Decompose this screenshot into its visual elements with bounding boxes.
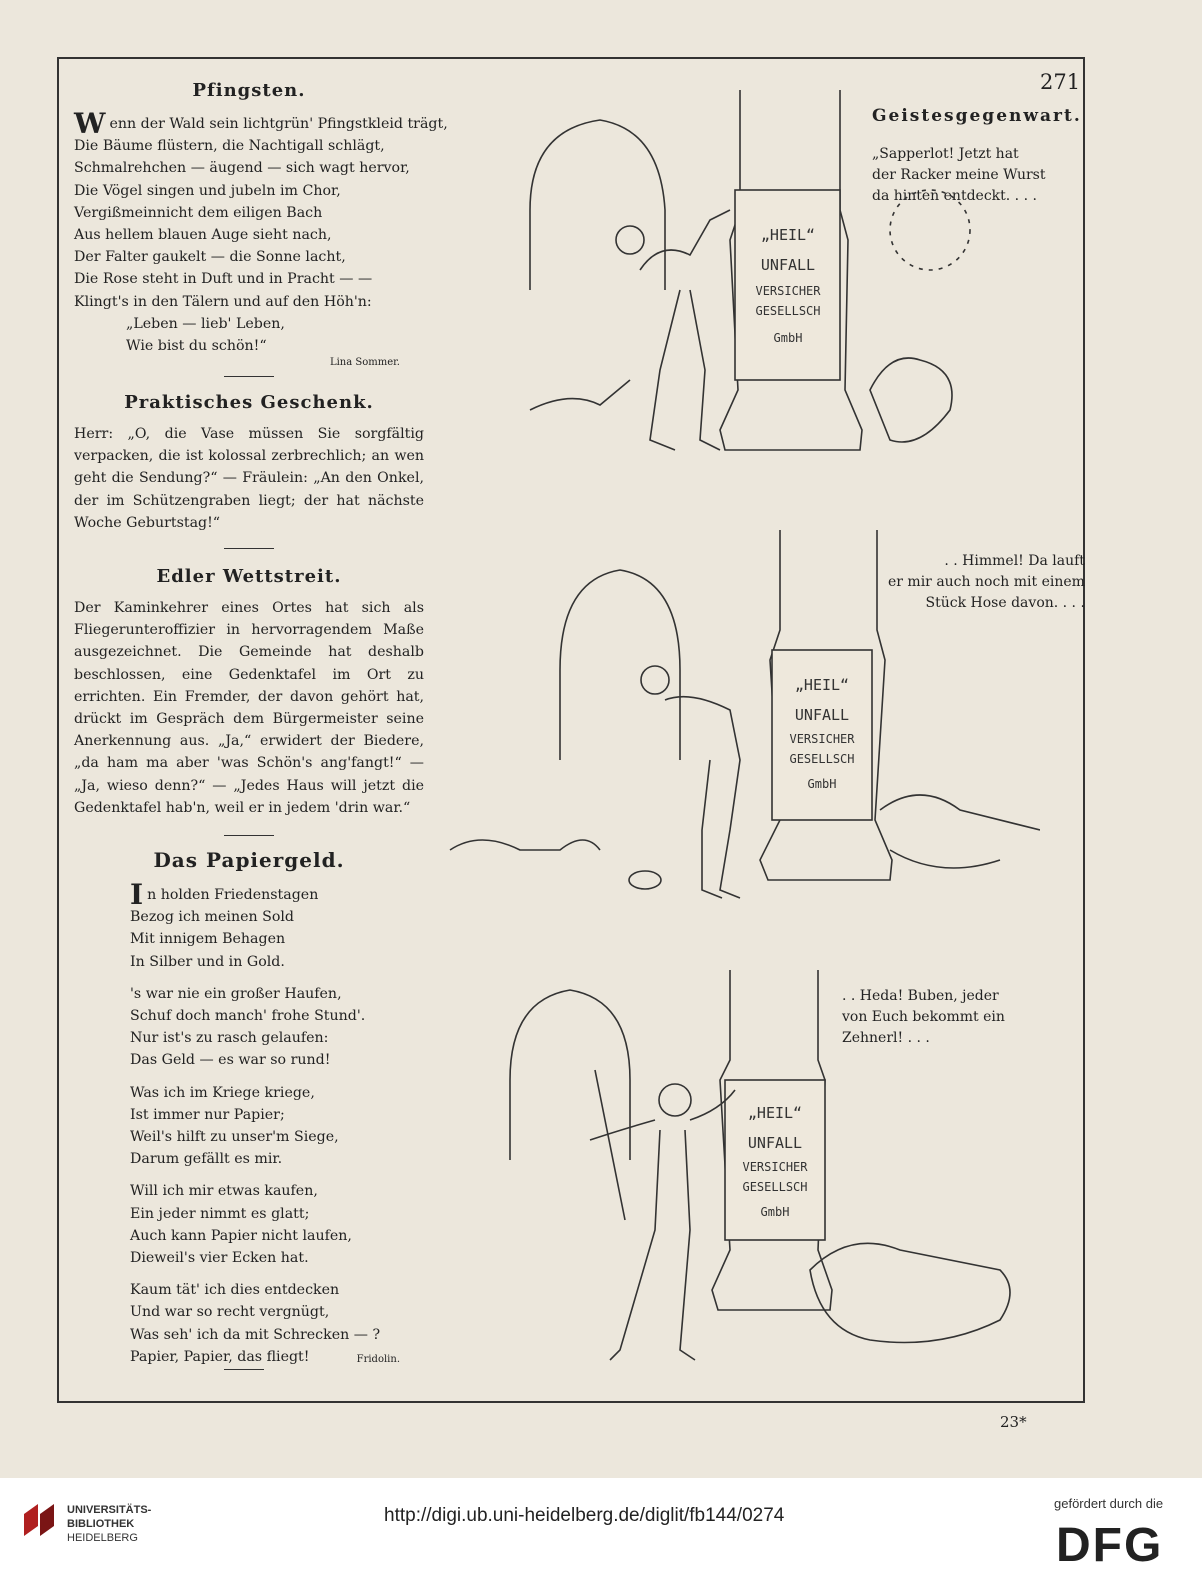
stanza: 's war nie ein großer Haufen, Schuf doch manch' frohe Stund'. Nur ist's zu rasch gelaufen: Das Geld — es war so rund! <box>130 985 366 1069</box>
anecdote-wettstreit <box>74 566 424 844</box>
poster-line: UNFALL <box>794 706 850 724</box>
section-text: Der Kaminkehrer eines Ortes hat sich als Fliegerunteroffizier in hervorragendem Maße ausgezeichnet. Die Gemeinde hat deshalb beschlossen, eine Gedenktafel im Ort zu errichten. Ein Fremder, der davon gehört hat, drückt im Gespräch dem Bürgermeister seine Anerkennung aus. „Ja,“ erwidert der Biedere, „da ham ma aber 'was Schön's ang'fangt!“ — „Ja, wieso denn?“ — „Jedes Haus will jetzt die Gedenktafel hab'n, weil er in jedem 'drin war.“ <box>74 600 424 816</box>
stanza: Was ich im Kriege kriege, Ist immer nur Papier; Weil's hilft zu unser'm Siege, Darum gefällt es mir. <box>130 1084 339 1168</box>
poster-heil: „HEIL“ <box>747 1104 803 1122</box>
poster-line: VERSICHER <box>742 1160 808 1174</box>
library-name: UNIVERSITÄTS- BIBLIOTHEK HEIDELBERG <box>67 1504 152 1544</box>
library-logo-icon <box>20 1500 60 1540</box>
stanza: In holden Friedenstagen Bezog ich meinen Sold Mit innigem Behagen In Silber und in Gold. <box>130 878 319 970</box>
stanza: Will ich mir etwas kaufen, Ein jeder nimmt es glatt; Auch kann Papier nicht laufen, Dieweil's vier Ecken hat. <box>130 1183 352 1267</box>
head-icon <box>659 1084 691 1116</box>
poster-line: VERSICHER <box>755 284 821 298</box>
dog-icon <box>450 840 600 850</box>
author: Fridolin. <box>356 1354 400 1366</box>
dfg-logo: DFG <box>1056 1519 1164 1572</box>
drop-initial: I <box>130 878 144 911</box>
footer-bar <box>0 1478 1202 1584</box>
arched-window <box>510 990 630 1080</box>
poster-line: VERSICHER <box>789 732 855 746</box>
head-icon <box>641 666 669 694</box>
poster-line: GmbH <box>807 777 837 791</box>
poster-line: GESELLSCH <box>742 1180 808 1194</box>
anecdote-geschenk <box>74 392 424 557</box>
hat-icon <box>629 871 661 889</box>
page-number: 271 <box>1040 70 1081 94</box>
poster-line: GESELLSCH <box>755 304 821 318</box>
poster-line: GmbH <box>760 1205 790 1219</box>
cartoon-panel-3 <box>480 970 1040 1390</box>
caption-panel-3: . . Heda! Buben, jeder von Euch bekommt ein Zehnerl! . . . <box>842 988 1005 1046</box>
cartoon-panel-1 <box>490 90 1030 480</box>
poster-heil: „HEIL“ <box>794 676 850 694</box>
caption-panel-1: „Sapperlot! Jetzt hat der Racker meine Wurst da hinten entdeckt. . . . <box>872 146 1046 204</box>
poster-line: GmbH <box>773 331 803 345</box>
funding-label: gefördert durch die <box>1054 1496 1164 1511</box>
divider <box>224 835 274 836</box>
stanza: Kaum tät' ich dies entdecken Und war so recht vergnügt, Was seh' ich da mit Schrecken — ? Papier, Papier, das fliegt! <box>130 1282 381 1365</box>
poster-line: UNFALL <box>747 1134 803 1152</box>
arched-window <box>560 570 680 670</box>
dog-icon <box>530 380 630 410</box>
divider <box>224 376 274 377</box>
poster-line: GESELLSCH <box>789 752 855 766</box>
poem-papiergeld <box>74 848 424 1370</box>
cartoon-title: Geistesgegenwart. <box>872 106 1082 126</box>
poem-title: Das Papiergeld. <box>153 848 345 872</box>
section-text: Herr: „O, die Vase müssen Sie sorgfältig verpacken, die ist kolossal zerbrechlich; an wen geht die Sendung?“ — Fräulein: „An den Onkel, der im Schützengraben liegt; der hat nächste Woche Geburtstag!“ <box>74 426 424 531</box>
caption-panel-2: . . Himmel! Da lauft er mir auch noch mit einem Stück Hose davon. . . . <box>888 553 1085 611</box>
arched-window <box>530 120 665 210</box>
poster-line: UNFALL <box>760 256 816 274</box>
poem-title: Pfingsten. <box>192 80 306 101</box>
poem-pfingsten <box>74 80 448 385</box>
permalink[interactable]: http://digi.ub.uni-heidelberg.de/diglit/fb144/0274 <box>384 1505 785 1526</box>
section-title: Edler Wettstreit. <box>156 566 342 587</box>
signature-mark: 23* <box>1000 1413 1027 1431</box>
hat-icon <box>616 226 644 254</box>
poster-heil: „HEIL“ <box>760 226 816 244</box>
divider <box>224 1369 264 1370</box>
cane-icon <box>595 1070 625 1220</box>
poem-stanzas <box>74 878 424 1368</box>
poem-lines: Wenn der Wald sein lichtgrün' Pfingstkleid trägt, Die Bäume flüstern, die Nachtigall schlägt, Schmalrehchen — äugend — sich wagt hervor, Die Vögel singen und jubeln im Chor, Vergißmeinnicht dem eiligen Bach Aus hellem blauen Auge sieht nach, Der Falter gaukelt — die Sonne lacht, Die Rose steht in Duft und in Pracht — — Klingt's in den Tälern und auf den Höh'n: „Leben — lieb' Leben, Wie bist du schön!“ <box>74 107 448 355</box>
cartoon-panel-2 <box>440 530 1040 920</box>
divider <box>224 548 274 549</box>
section-title: Praktisches Geschenk. <box>124 392 374 413</box>
drop-initial: W <box>74 107 106 140</box>
author: Lina Sommer. <box>329 357 400 369</box>
